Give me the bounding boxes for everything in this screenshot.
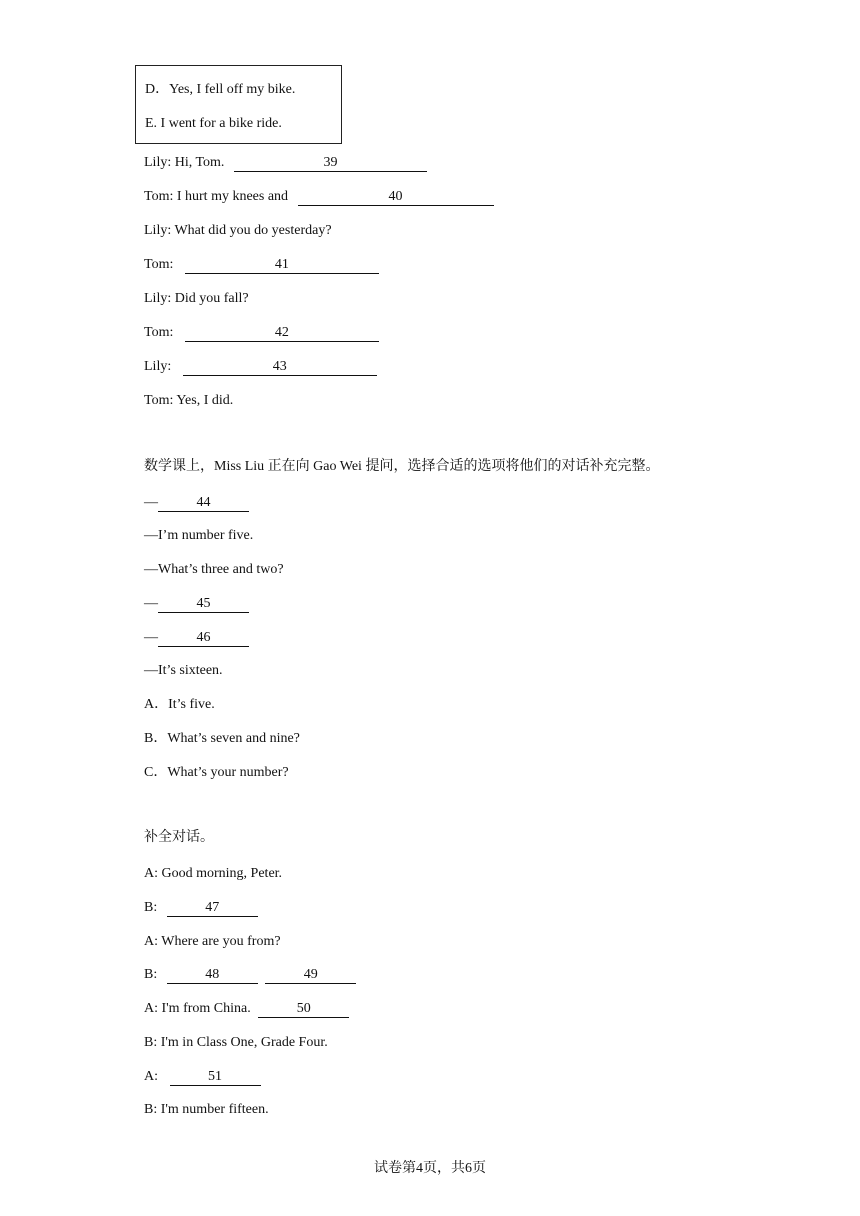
section3-instruction: 补全对话。 [144, 830, 214, 845]
section2-line6: —It’s sixteen. [144, 663, 223, 678]
answer-blank-39[interactable] [234, 156, 427, 172]
answer-blank-49[interactable] [265, 968, 356, 984]
section3-line5 [144, 1000, 349, 1018]
dialogue1-line8: Tom: Yes, I did. [144, 393, 234, 408]
blank-number: 43 [272, 359, 287, 374]
blank-number: 42 [274, 325, 289, 340]
option-e: E. I went for a bike ride. [145, 116, 282, 131]
section3-line3: A: Where are you from? [144, 934, 281, 949]
answer-blank-50[interactable] [258, 1002, 349, 1018]
dialogue1-line4 [144, 256, 379, 274]
blank-number: 49 [303, 967, 318, 982]
option-c: C．What’s your number? [144, 765, 289, 780]
blank-number: 41 [274, 257, 289, 272]
answer-blank-45[interactable] [158, 597, 249, 613]
line-text: Tom: [144, 257, 174, 272]
section2-line2: —I’m number five. [144, 528, 254, 543]
section3-line2 [144, 899, 258, 917]
line-text: Lily: [144, 359, 172, 374]
blank-number: 50 [296, 1001, 311, 1016]
section3-line4 [144, 966, 356, 984]
answer-blank-41[interactable] [185, 258, 379, 274]
line-text: A: [144, 1069, 158, 1084]
line-text: Tom: I hurt my knees and [144, 189, 289, 204]
dialogue1-line7 [144, 358, 377, 376]
dialogue1-line6 [144, 324, 379, 342]
section2-line3: —What’s three and two? [144, 562, 284, 577]
dialogue1-line1 [144, 154, 427, 172]
answer-blank-44[interactable] [158, 496, 249, 512]
page-footer: 试卷第4页，共6页 [374, 1161, 486, 1176]
section3-line8: B: I'm number fifteen. [144, 1102, 269, 1117]
option-b: B．What’s seven and nine? [144, 731, 300, 746]
section2-line5 [144, 629, 249, 647]
answer-blank-40[interactable] [298, 190, 494, 206]
answer-blank-47[interactable] [167, 901, 258, 917]
section3-line1: A: Good morning, Peter. [144, 866, 283, 881]
blank-number: 48 [205, 967, 220, 982]
line-text: A: I'm from China. [144, 1001, 251, 1016]
dash: — [144, 630, 158, 645]
blank-number: 40 [388, 189, 403, 204]
section2-instruction: 数学课上，Miss Liu 正在向 Gao Wei 提问，选择合适的选项将他们的对话补充完整。 [144, 459, 660, 474]
option-a: A．It’s five. [144, 697, 215, 712]
dash: — [144, 495, 158, 510]
dash: — [144, 596, 158, 611]
options-box [135, 65, 342, 144]
dialogue1-line2 [144, 188, 494, 206]
dialogue1-line3: Lily: What did you do yesterday? [144, 223, 332, 238]
blank-number: 45 [196, 596, 211, 611]
option-d: D．Yes, I fell off my bike. [145, 82, 296, 97]
blank-number: 39 [323, 155, 338, 170]
answer-blank-42[interactable] [185, 326, 379, 342]
answer-blank-48[interactable] [167, 968, 258, 984]
blank-number: 44 [196, 495, 211, 510]
section2-line4 [144, 595, 249, 613]
line-text: Tom: [144, 325, 174, 340]
blank-number: 51 [208, 1069, 222, 1084]
answer-blank-51[interactable] [170, 1070, 261, 1086]
line-text: B: [144, 900, 158, 915]
section3-line6: B: I'm in Class One, Grade Four. [144, 1035, 328, 1050]
line-text: B: [144, 967, 158, 982]
section2-line1 [144, 494, 249, 512]
blank-number: 47 [205, 900, 220, 915]
section3-line7 [144, 1068, 261, 1086]
line-text: Lily: Hi, Tom. [144, 155, 225, 170]
dialogue1-line5: Lily: Did you fall? [144, 291, 249, 306]
blank-number: 46 [196, 630, 211, 645]
answer-blank-46[interactable] [158, 631, 249, 647]
answer-blank-43[interactable] [183, 360, 377, 376]
